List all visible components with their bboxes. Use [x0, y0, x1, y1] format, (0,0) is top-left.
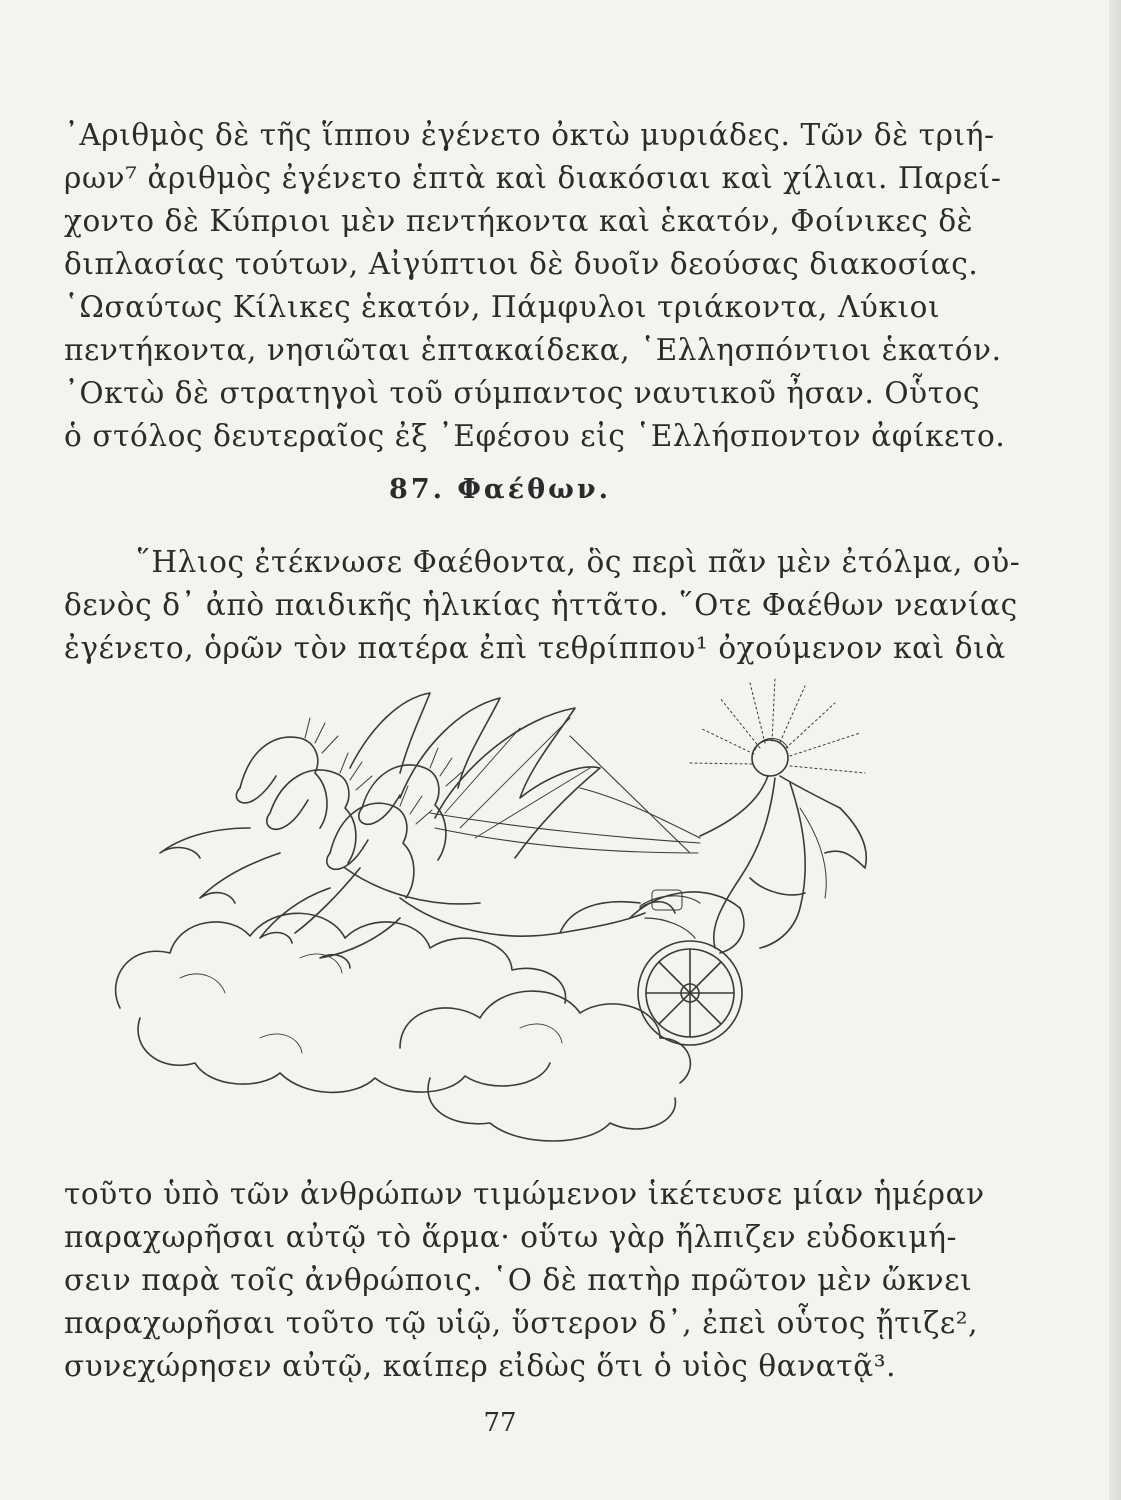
text-line: σειν παρὰ τοῖς ἀνθρώποις. ῾Ο δὲ πατὴρ πρῶτον μὲν ὤκνει — [64, 1263, 973, 1297]
text-line: πεντήκοντα, νησιῶται ἑπτακαίδεκα, ῾Ελλησπόντιοι ἑκατόν. — [64, 333, 1002, 367]
helios-chariot-illustration — [100, 678, 930, 1173]
text-line: συνεχώρησεν αὐτῷ, καίπερ εἰδὼς ὅτι ὁ υἱὸς θανατᾷ³. — [64, 1349, 897, 1383]
text-line: τοῦτο ὑπὸ τῶν ἀνθρώπων τιμώμενον ἱκέτευσε μίαν ἡμέραν — [64, 1177, 985, 1211]
winged-horses — [160, 693, 700, 968]
section-heading: 87. Φαέθων. — [389, 474, 611, 505]
text-line: διπλασίας τούτων, Αἰγύπτιοι δὲ δυοῖν δεούσας διακοσίας. — [64, 247, 979, 281]
text-line: ᾿Οκτὼ δὲ στρατηγοὶ τοῦ σύμπαντος ναυτικοῦ ἦσαν. Οὗτος — [64, 376, 981, 410]
text-line: δενὸς δ᾿ ἀπὸ παιδικῆς ἡλικίας ἡττᾶτο. ῞Οτε Φαέθων νεανίας — [64, 588, 1018, 622]
helios-figure — [700, 738, 866, 948]
clouds — [116, 913, 691, 1141]
sun-rays — [690, 678, 865, 773]
text-line: ῞Ηλιος ἐτέκνωσε Φαέθοντα, ὃς περὶ πᾶν μὲν ἐτόλμα, οὐ- — [136, 545, 1021, 579]
text-line: ὁ στόλος δευτεραῖος ἐξ ᾿Εφέσου εἰς ῾Ελλήσποντον ἀφίκετο. — [64, 419, 1006, 453]
page-number: 77 — [483, 1408, 517, 1438]
text-line: παραχωρῆσαι τοῦτο τῷ υἱῷ, ὕστερον δ᾿, ἐπεὶ οὗτος ᾔτιζε², — [64, 1306, 979, 1340]
text-line: ῾Ωσαύτως Κίλικες ἑκατόν, Πάμφυλοι τριάκοντα, Λύκιοι — [64, 290, 941, 324]
text-line: ρων⁷ ἀριθμὸς ἐγένετο ἑπτὰ καὶ διακόσιαι καὶ χίλιαι. Παρεί- — [64, 161, 1002, 195]
text-line: παραχωρῆσαι αὐτῷ τὸ ἅρμα· οὕτω γὰρ ἤλπιζεν εὐδοκιμή- — [64, 1220, 958, 1254]
chariot — [630, 890, 744, 1045]
text-line: χοντο δὲ Κύπριοι μὲν πεντήκοντα καὶ ἑκατόν, Φοίνικες δὲ — [64, 204, 974, 238]
page-edge — [1109, 0, 1121, 1500]
text-line: ἐγένετο, ὁρῶν τὸν πατέρα ἐπὶ τεθρίππου¹ ὀχούμενον καὶ διὰ — [64, 631, 1006, 665]
text-line: ᾿Αριθμὸς δὲ τῆς ἵππου ἐγένετο ὀκτὼ μυριάδες. Τῶν δὲ τριή- — [64, 118, 995, 152]
